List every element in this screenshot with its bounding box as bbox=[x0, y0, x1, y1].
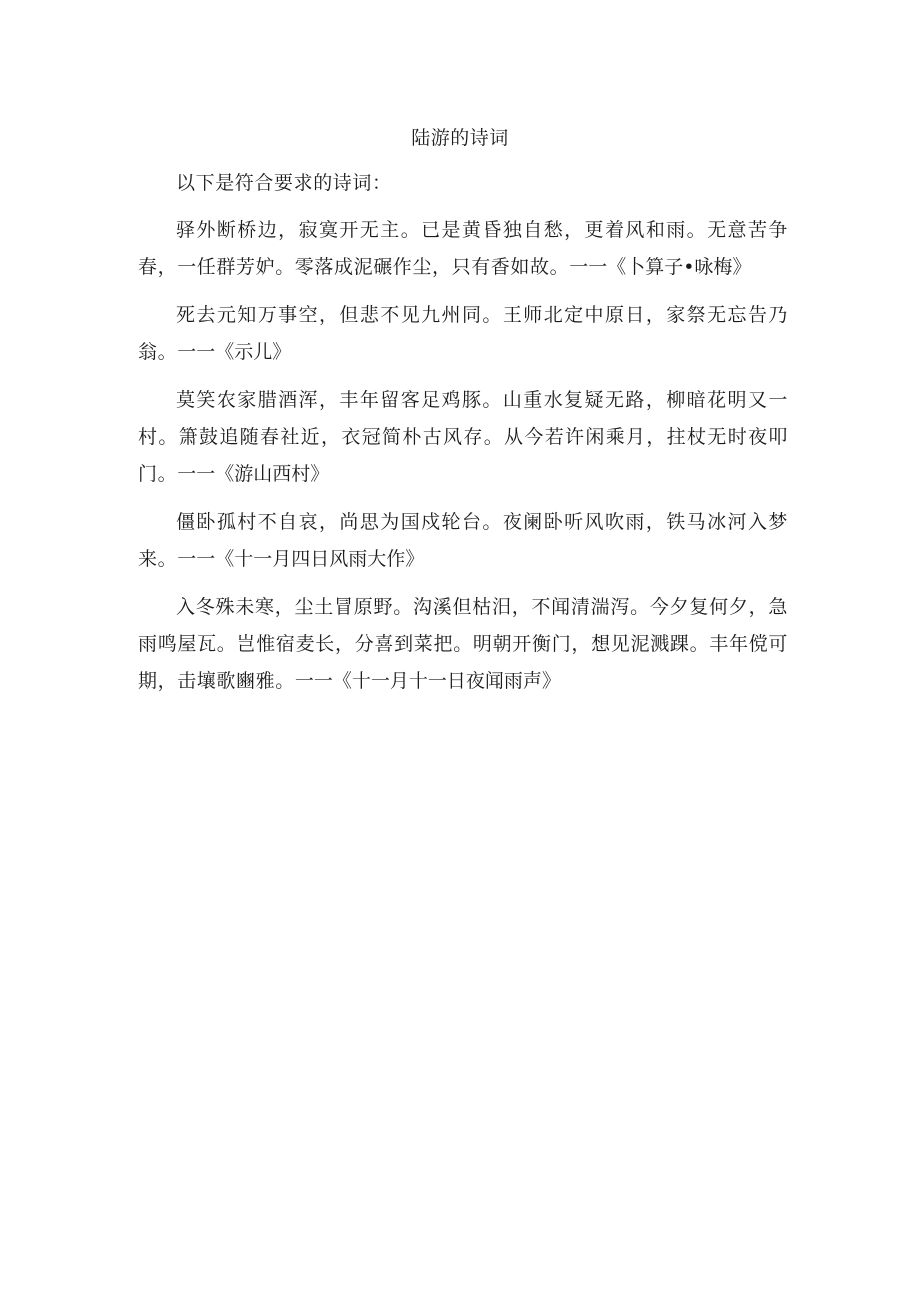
poem-paragraph-feng-yu-da-zuo bbox=[138, 504, 788, 578]
poem-paragraph-you-shan-xi-cun bbox=[138, 382, 788, 493]
document-body bbox=[138, 165, 788, 711]
poem-source: 一一《卜算子•咏梅》 bbox=[569, 256, 752, 278]
poem-source: 一一《十一月十一日夜闻雨声》 bbox=[294, 670, 561, 692]
poem-source: 一一《游山西村》 bbox=[177, 463, 330, 485]
poem-text: 入冬殊未寒，尘土冒原野。沟溪但枯汨，不闻清湍泻。今夕复何夕，急雨鸣屋瓦。岂惟宿麦长，分喜到菜把。明朝开衡门，想见泥溅踝。丰年傥可期，击壤歌豳雅。 bbox=[138, 596, 788, 692]
poem-text: 死去元知万事空，但悲不见九州同。王师北定中原日，家祭无忘告乃翁。 bbox=[138, 304, 788, 363]
poem-paragraph-ye-wen-yu-sheng bbox=[138, 589, 788, 700]
poem-text: 莫笑农家腊酒浑，丰年留客足鸡豚。山重水复疑无路，柳暗花明又一村。箫鼓追随春社近，衣冠简朴古风存。从今若许闲乘月，拄杖无时夜叩门。 bbox=[138, 389, 788, 485]
intro-paragraph: 以下是符合要求的诗词： bbox=[176, 172, 392, 194]
poem-text: 驿外断桥边，寂寞开无主。已是黄昏独自愁，更着风和雨。无意苦争春，一任群芳妒。零落成泥碾作尘，只有香如故。 bbox=[138, 219, 788, 278]
poem-paragraph-bu-suan-zi bbox=[138, 212, 788, 286]
poem-text: 僵卧孤村不自哀，尚思为国戍轮台。夜阑卧听风吹雨，铁马冰河入梦来。 bbox=[138, 511, 788, 570]
poem-source: 一一《示儿》 bbox=[177, 341, 292, 363]
poem-paragraph-shi-er bbox=[138, 297, 788, 371]
poem-source: 一一《十一月四日风雨大作》 bbox=[177, 548, 425, 570]
document-title: 陆游的诗词 bbox=[411, 127, 509, 149]
